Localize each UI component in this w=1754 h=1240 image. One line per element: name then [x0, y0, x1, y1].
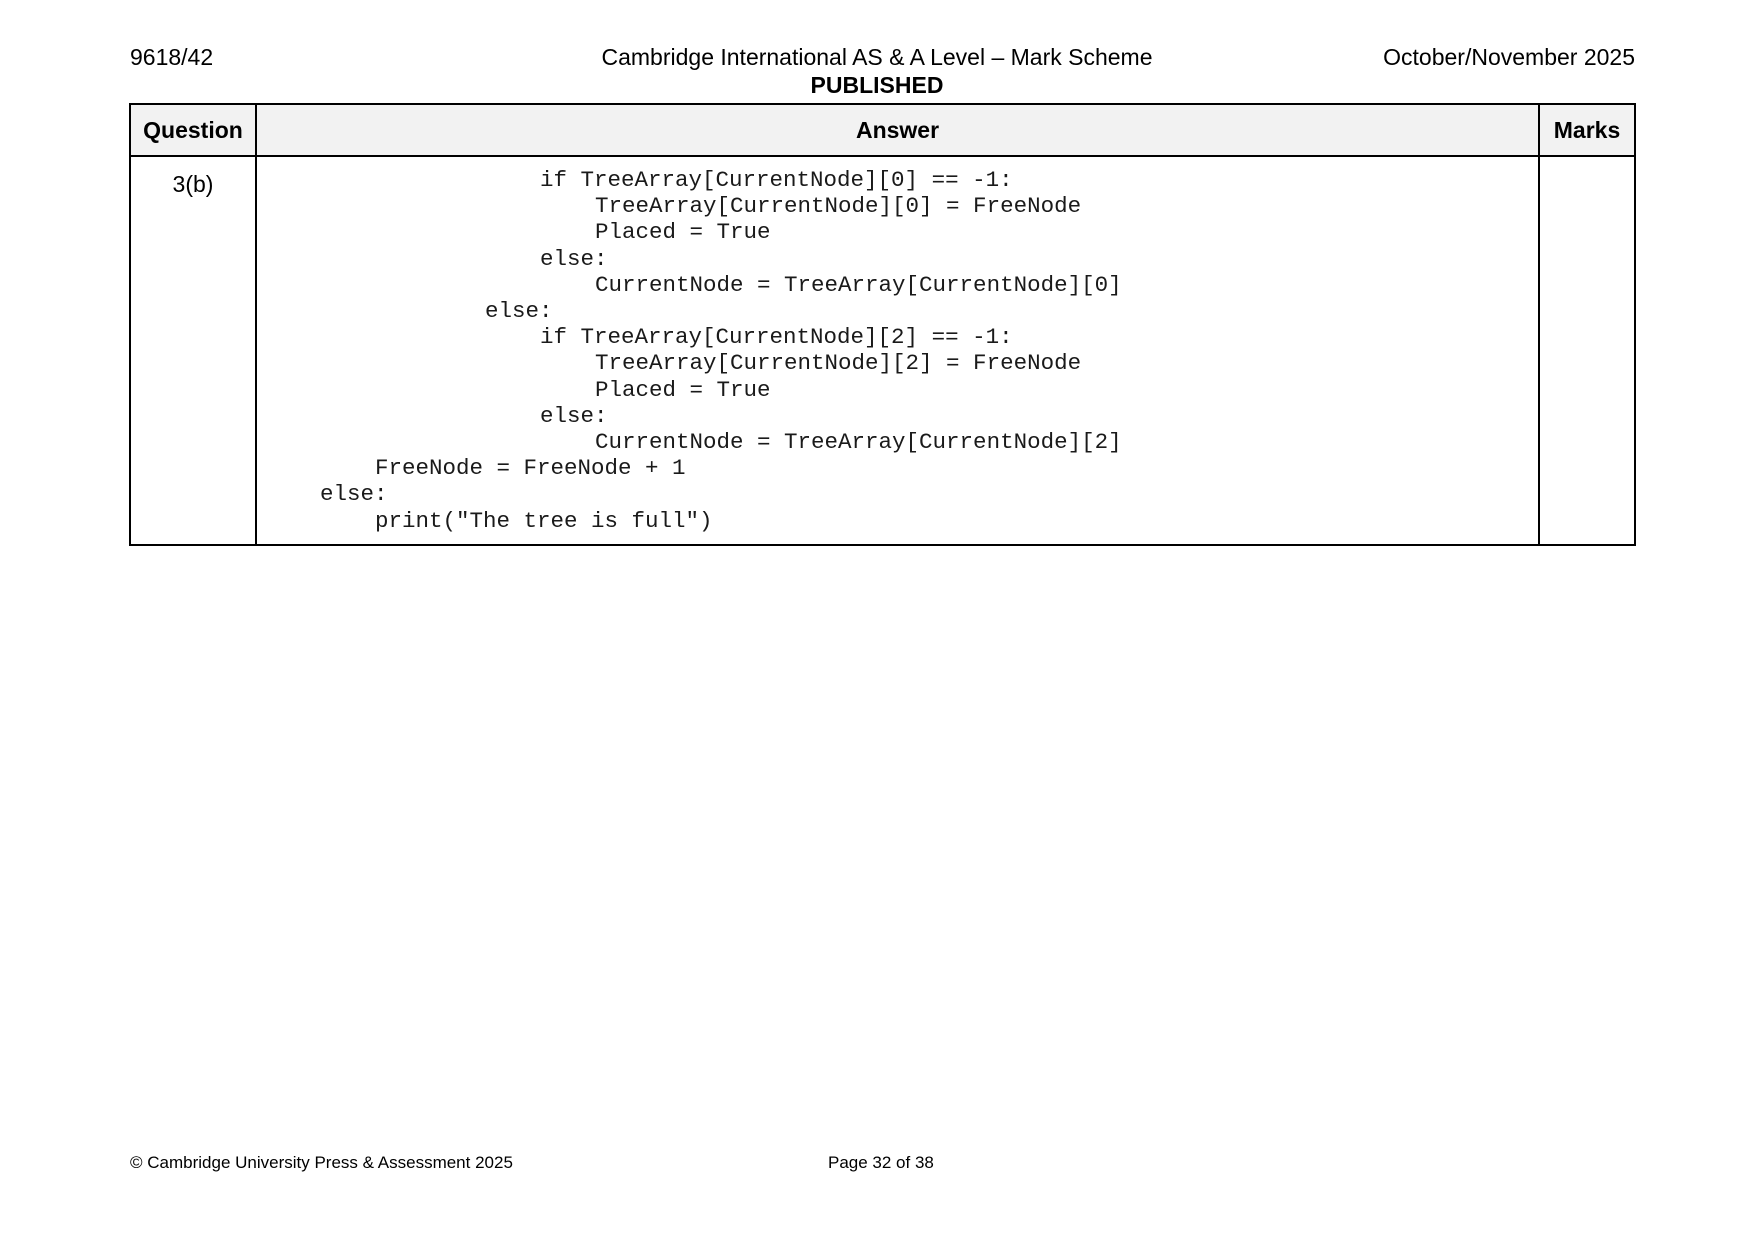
copyright-notice: © Cambridge University Press & Assessment 2025: [130, 1153, 513, 1172]
code-line: TreeArray[CurrentNode][2] = FreeNode: [595, 350, 1082, 377]
published-label: PUBLISHED: [810, 72, 944, 98]
code-block: [257, 167, 1538, 534]
code-line: CurrentNode = TreeArray[CurrentNode][0]: [595, 271, 1122, 298]
answer-cell: [256, 156, 1539, 545]
code-line: else:: [540, 245, 608, 272]
question-column-header: Question: [130, 104, 256, 156]
code-line: CurrentNode = TreeArray[CurrentNode][2]: [595, 429, 1122, 456]
code-line: else:: [540, 402, 608, 429]
code-line: print("The tree is full"): [375, 507, 713, 534]
table-header-row: [130, 104, 1635, 156]
code-line: Placed = True: [595, 376, 771, 403]
code-line: Placed = True: [595, 219, 771, 246]
mark-scheme-title: Cambridge International AS & A Level – Mark Scheme: [601, 44, 1153, 70]
marks-column-header: Marks: [1539, 104, 1635, 156]
code-line: if TreeArray[CurrentNode][0] == -1:: [540, 167, 1013, 193]
code-line: TreeArray[CurrentNode][0] = FreeNode: [595, 193, 1082, 220]
paper-code: 9618/42: [130, 44, 214, 70]
answer-column-header: Answer: [256, 104, 1539, 156]
code-line: else:: [485, 298, 553, 325]
table-row: [130, 156, 1635, 545]
question-number: 3(b): [130, 156, 256, 545]
code-line: FreeNode = FreeNode + 1: [375, 455, 686, 482]
marks-cell: [1539, 156, 1635, 545]
exam-session: October/November 2025: [1383, 44, 1635, 70]
code-line: if TreeArray[CurrentNode][2] == -1:: [540, 324, 1013, 351]
mark-scheme-table: [129, 103, 1636, 546]
page-number: Page 32 of 38: [828, 1153, 934, 1172]
code-line: else:: [320, 481, 388, 508]
